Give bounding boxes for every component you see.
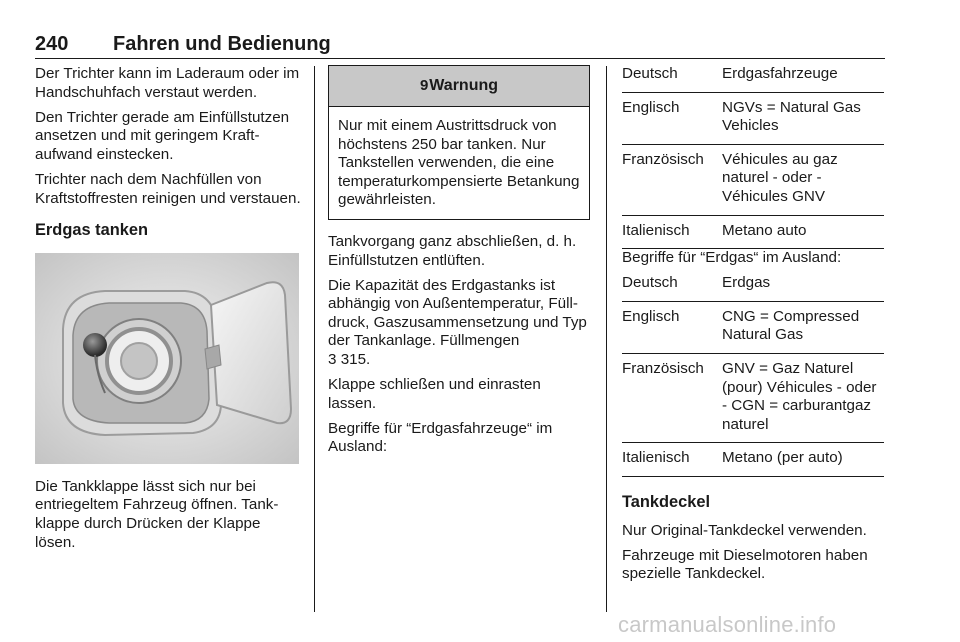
paragraph: Nur Original-Tankdeckel verwenden. [622, 521, 867, 539]
table-row [622, 354, 884, 443]
term-cell: GNV = Gaz Naturel (pour) Véhicules - oder - CGN = carburantgaz naturel [722, 354, 884, 443]
paragraph: Begriffe für “Erdgasfahrzeuge“ im Ausland: [328, 419, 553, 456]
paragraph: Trichter nach dem Nachfüllen von Kraftstoffresten reinigen und verstauen. [35, 170, 301, 207]
gas-terms-table [622, 274, 884, 477]
paragraph: Den Trichter gerade am Einfüllstutzen ansetzen und mit geringem Kraftaufwand einstecken. [35, 108, 290, 163]
language-cell: Deutsch [622, 65, 722, 92]
running-title: Fahren und Bedienung [113, 33, 331, 55]
table-row [622, 301, 884, 353]
fuel-flap-illustration [35, 253, 299, 464]
column-middle [328, 65, 590, 464]
warning-triangle-icon: 9 [419, 76, 429, 94]
paragraph-text: Die Kapazität des Erdgastanks ist abhängig von Außentemperatur, Fülldruck, Gaszusammensetzung und Typ der Tankanlage. Füllmengen [328, 276, 587, 350]
table-row [622, 443, 884, 477]
language-cell: Italienisch [622, 443, 722, 477]
paragraph: Klappe schließen und einrasten lassen. [328, 376, 541, 412]
language-cell: Englisch [622, 301, 722, 353]
column-divider [314, 66, 315, 612]
vehicle-terms-table [622, 65, 884, 249]
warning-text: Nur mit einem Austrittsdruck von höchstens 250 bar tanken. Nur Tankstellen verwenden, die eine temperaturkompensierte Betankung gewährleisten. [338, 117, 580, 209]
table-caption: Begriffe für “Erdgas“ im Ausland: [622, 249, 842, 267]
warning-header [329, 66, 589, 107]
term-cell: Erdgasfahrzeuge [722, 65, 884, 92]
term-cell: NGVs = Natural Gas Vehicles [722, 92, 884, 144]
warning-title: Warnung [429, 76, 499, 94]
paragraph: Fahrzeuge mit Dieselmotoren haben spezielle Tankdeckel. [622, 546, 868, 583]
column-right [622, 65, 892, 590]
column-divider [606, 66, 607, 612]
warning-box [328, 65, 590, 220]
paragraph: Der Trichter kann im Laderaum oder im Handschuhfach verstaut werden. [35, 65, 300, 101]
figure-caption: Die Tankklappe lässt sich nur bei entriegeltem Fahrzeug öffnen. Tankklappe durch Drücken der Klappe lösen. [35, 477, 279, 551]
term-cell: Metano auto [722, 215, 884, 249]
section-heading: Erdgas tanken [35, 221, 148, 240]
column-left [35, 65, 303, 559]
watermark: carmanualsonline.info [618, 612, 837, 637]
term-cell: Metano (per auto) [722, 443, 884, 477]
table-row [622, 92, 884, 144]
header-rule [35, 58, 885, 59]
language-cell: Italienisch [622, 215, 722, 249]
term-cell: Erdgas [722, 274, 884, 301]
language-cell: Deutsch [622, 274, 722, 301]
language-cell: Englisch [622, 92, 722, 144]
page-number: 240 [35, 33, 69, 55]
language-cell: Französisch [622, 354, 722, 443]
fuel-flap-illustration-svg [35, 253, 299, 464]
language-cell: Französisch [622, 144, 722, 215]
paragraph [328, 277, 590, 370]
table-row [622, 215, 884, 249]
paragraph: Tankvorgang ganz abschließen, d. h. Einfüllstutzen entlüften. [328, 232, 577, 269]
page-reference[interactable]: 315. [340, 351, 371, 369]
table-row [622, 144, 884, 215]
term-cell: Véhicules au gaz naturel - oder - Véhicules GNV [722, 144, 884, 215]
section-heading: Tankdeckel [622, 493, 711, 511]
table-row [622, 65, 884, 92]
page-reference-icon: 3 [328, 351, 337, 369]
term-cell: CNG = Compressed Natural Gas [722, 301, 884, 353]
table-row [622, 274, 884, 301]
